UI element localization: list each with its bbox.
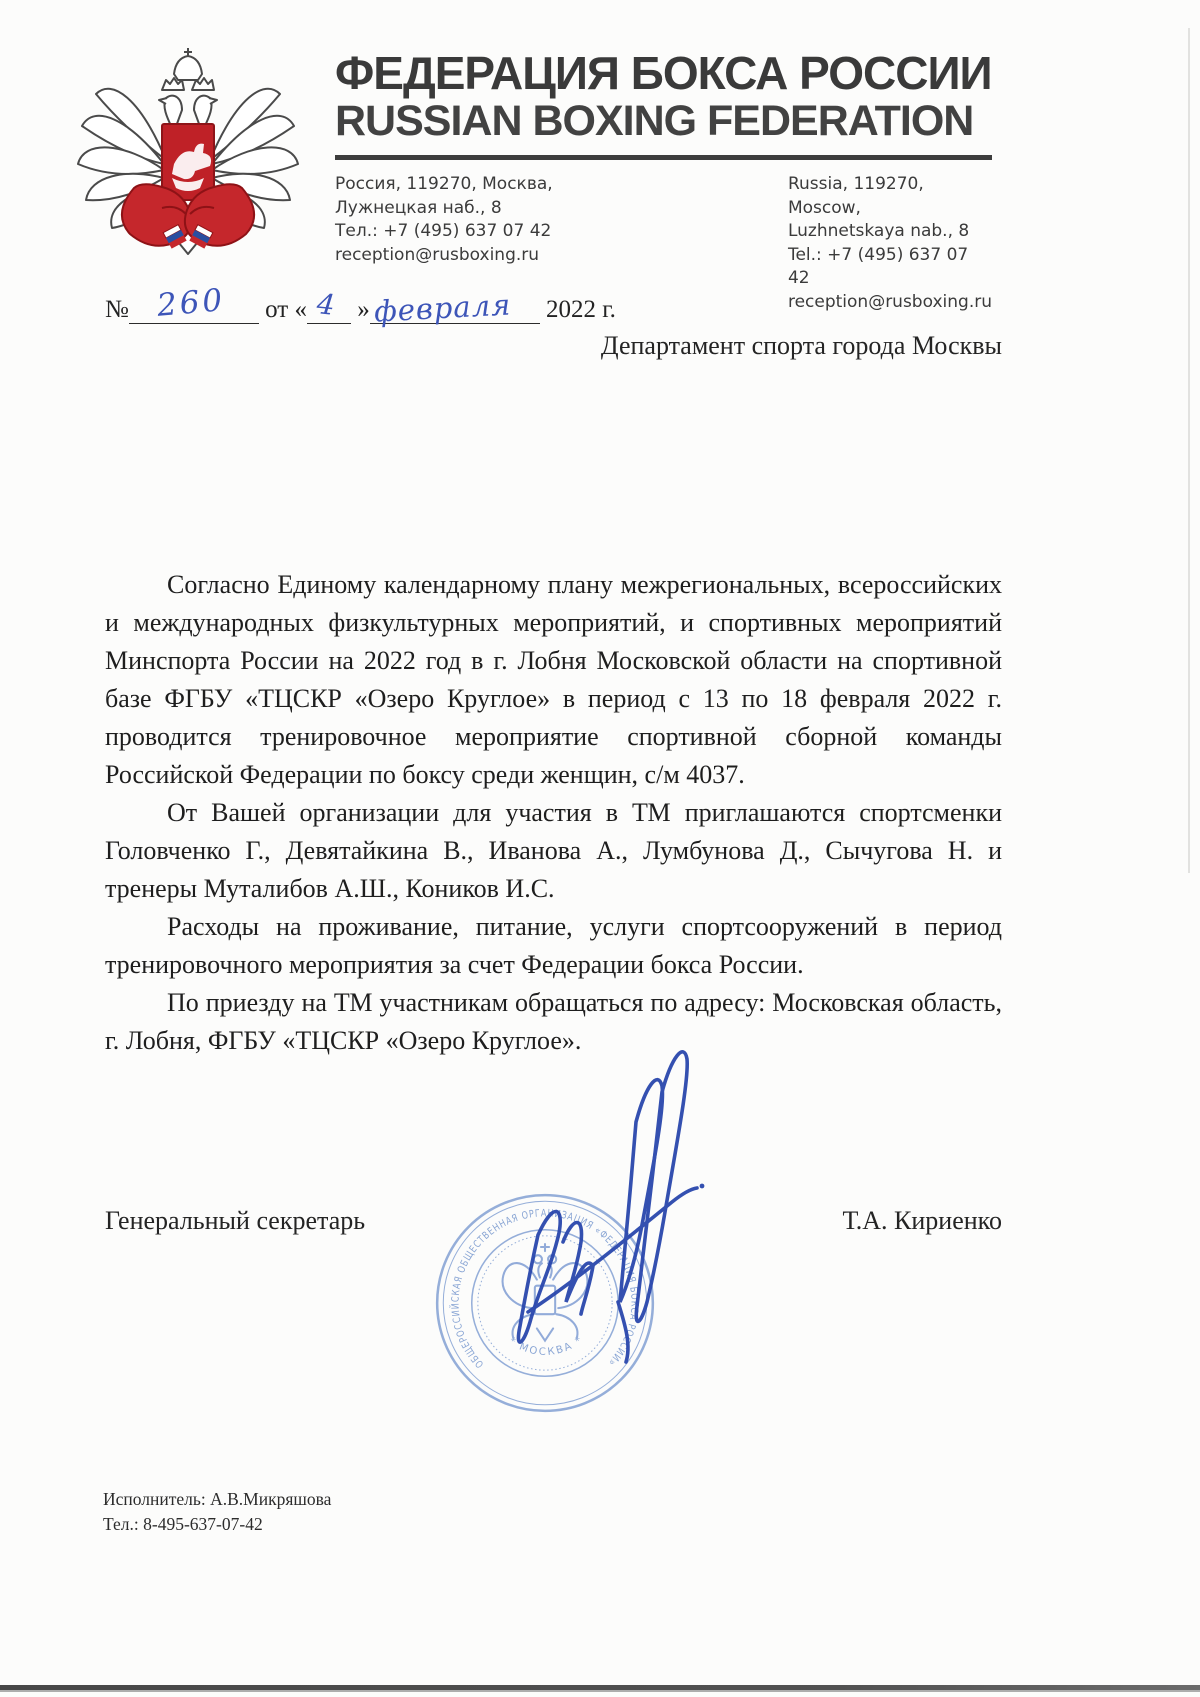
paragraph: От Вашей организации для участия в ТМ приглашаются спортсменки Головченко Г., Девятайкина В., Иванова А., Лумбунова Д., Сычугова Н. и тренеры Муталибов А.Ш., Коников И.С.	[105, 798, 1002, 903]
signature-scrawl	[468, 1030, 718, 1370]
contact-email: reception@rusboxing.ru	[335, 244, 540, 265]
handwritten-month: февраля	[372, 287, 512, 329]
stamp-ring-text: ОБЩЕРОССИЙСКАЯ ОБЩЕСТВЕННАЯ ОРГАНИЗАЦИЯ «ФЕДЕРАЦИЯ БОКСА РОССИИ»	[450, 1208, 640, 1370]
stamp-bottom-text: * МОСКВА *	[506, 1333, 586, 1358]
letterhead	[335, 48, 1015, 314]
number-blank	[129, 282, 259, 324]
signer-title: Генеральный секретарь	[105, 1206, 366, 1235]
day-blank	[307, 287, 351, 324]
signer-name: Т.А. Кириенко	[842, 1206, 1002, 1235]
addressee: Департамент спорта города Москвы	[600, 331, 1002, 360]
contact-email: reception@rusboxing.ru	[787, 291, 992, 312]
reference-line	[105, 282, 616, 329]
contact-line: Luzhnetskaya nab., 8	[787, 221, 970, 241]
number-sign: №	[105, 296, 129, 323]
paragraph: Расходы на проживание, питание, услуги спортсооружений в период тренировочного мероприятия за счет Федерации бокса России.	[105, 912, 1002, 979]
scan-edge-right	[1188, 28, 1190, 873]
contact-line: Лужнецкая наб., 8	[335, 197, 502, 218]
letter-body	[105, 566, 1002, 1060]
org-name-en: RUSSIAN BOXING FEDERATION	[335, 97, 974, 145]
from-label: от «	[265, 296, 307, 323]
header-divider	[335, 155, 992, 160]
contact-line: Россия, 119270, Москва,	[335, 174, 553, 194]
executor-phone: Тел.: 8-495-637-07-42	[103, 1514, 263, 1534]
handwritten-day: 4	[315, 287, 337, 322]
paragraph: По приезду на ТМ участникам обращаться по адресу: Московская область, г. Лобня, ФГБУ «ТЦСКР «Озеро Круглое».	[105, 988, 1002, 1055]
handwritten-number: 260	[155, 282, 227, 324]
executor-line: Исполнитель: А.В.Микряшова	[103, 1489, 332, 1509]
contact-line: Tel.: +7 (495) 637 07 42	[787, 244, 969, 288]
footer	[103, 1487, 331, 1537]
contact-line: Russia, 119270, Moscow,	[787, 174, 924, 218]
org-name-ru: ФЕДЕРАЦИЯ БОКСА РОССИИ	[335, 47, 992, 99]
paragraph: Согласно Единому календарному плану межрегиональных, всероссийских и международных физкультурных мероприятий, и спортивных мероприятий Минспорта России на 2022 год в г. Лобня Московской области на спортивной базе ФГБУ «ТЦСКР «Озеро Круглое» в период с 13 по 18 февраля 2022 г. проводится тренировочное мероприятие спортивной сборной команды Российской Федерации по боксу среди женщин, с/м 4037.	[105, 570, 1002, 789]
contact-english	[788, 173, 992, 314]
year-suffix: 2022 г.	[545, 296, 616, 323]
contact-line: Тел.: +7 (495) 637 07 42	[335, 221, 552, 241]
quote-close: »	[357, 296, 370, 323]
month-blank	[370, 287, 540, 329]
scan-edge-bottom-soft	[0, 1690, 1200, 1692]
rbf-coat-of-arms-logo	[70, 40, 306, 268]
